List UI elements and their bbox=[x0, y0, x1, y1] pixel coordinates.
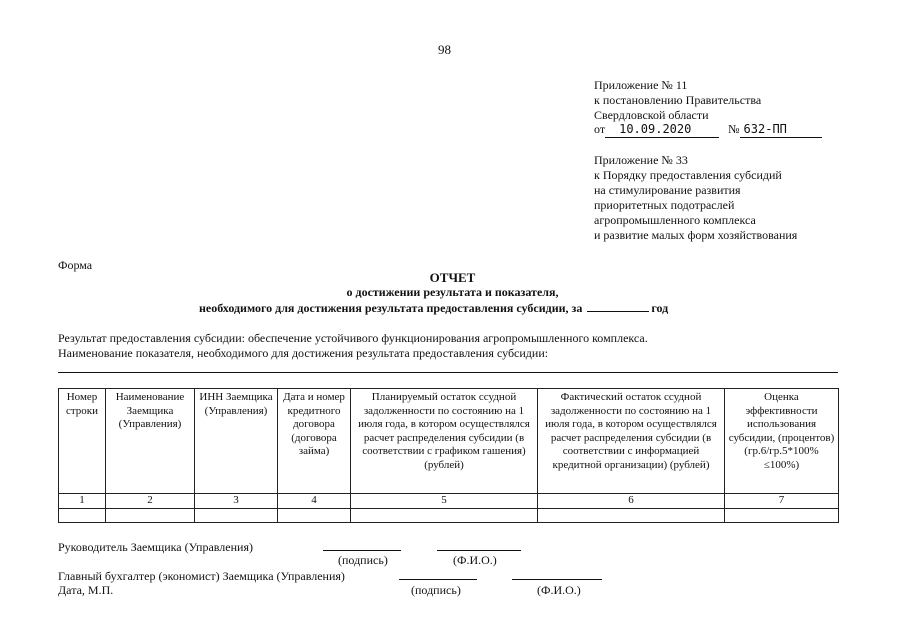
report-subtitle-2 bbox=[199, 300, 668, 316]
number-prefix: № bbox=[728, 122, 740, 136]
header-cell: Номер строки bbox=[59, 389, 106, 494]
column-number: 6 bbox=[538, 494, 725, 509]
header-cell: Планируемый остаток ссудной задолженности по состоянию на 1 июля года, в котором осуществлялся расчет распределения субсидии (в соответствии с графиком гашения) (рублей) bbox=[351, 389, 538, 494]
appendix-11-line3: Свердловской области bbox=[594, 108, 709, 122]
appendix-33-line: и развитие малых форм хозяйствования bbox=[594, 228, 798, 242]
head-signature-label: Руководитель Заемщика (Управления) bbox=[58, 540, 253, 554]
column-number: 2 bbox=[106, 494, 195, 509]
table-cell bbox=[59, 509, 106, 523]
appendix-33-line: на стимулирование развития bbox=[594, 183, 741, 197]
year-blank bbox=[587, 300, 649, 312]
column-number: 7 bbox=[725, 494, 839, 509]
header-cell: Оценка эффективности использования субсидии, (процентов) (гр.6/гр.5*100% ≤100%) bbox=[725, 389, 839, 494]
appendix-33-line: приоритетных подотраслей bbox=[594, 198, 735, 212]
head-signature-line bbox=[323, 550, 401, 551]
accountant-signature-line bbox=[399, 579, 477, 580]
form-label: Форма bbox=[58, 258, 93, 272]
accountant-name-caption: (Ф.И.О.) bbox=[537, 583, 581, 597]
table-cell bbox=[538, 509, 725, 523]
table-cell bbox=[106, 509, 195, 523]
report-table bbox=[58, 388, 839, 523]
appendix-33-line: к Порядку предоставления субсидий bbox=[594, 168, 782, 182]
report-title: ОТЧЕТ bbox=[429, 270, 476, 285]
table-header-row bbox=[59, 389, 839, 494]
subtitle-year: год bbox=[651, 301, 669, 315]
header-cell: Наименование Заемщика (Управления) bbox=[106, 389, 195, 494]
table-cell bbox=[351, 509, 538, 523]
column-number: 4 bbox=[278, 494, 351, 509]
appendix-33-line: Приложение № 33 bbox=[594, 153, 688, 167]
decree-number: 632-ПП bbox=[740, 122, 822, 138]
column-number: 5 bbox=[351, 494, 538, 509]
table-cell bbox=[278, 509, 351, 523]
chief-accountant-label: Главный бухгалтер (экономист) Заемщика (Управления) bbox=[58, 569, 345, 583]
appendix-33-line: агропромышленного комплекса bbox=[594, 213, 756, 227]
head-signature-caption: (подпись) bbox=[338, 553, 388, 567]
appendix-11-line2: к постановлению Правительства bbox=[594, 93, 762, 107]
appendix-11-title: Приложение № 11 bbox=[594, 78, 688, 92]
head-name-line bbox=[437, 550, 521, 551]
indicator-blank-line bbox=[58, 372, 838, 373]
table-cell bbox=[725, 509, 839, 523]
head-name-caption: (Ф.И.О.) bbox=[453, 553, 497, 567]
subtitle-text: необходимого для достижения результата предоставления субсидии, за bbox=[199, 301, 583, 315]
accountant-name-line bbox=[512, 579, 602, 580]
date-value: 10.09.2020 bbox=[605, 122, 719, 138]
appendix-11-date-row bbox=[594, 122, 822, 138]
column-number: 3 bbox=[195, 494, 278, 509]
date-stamp-label: Дата, М.П. bbox=[58, 583, 114, 597]
table-row bbox=[59, 509, 839, 523]
appendix-33-block bbox=[594, 153, 797, 243]
header-cell: Дата и номер кредитного договора (договора займа) bbox=[278, 389, 351, 494]
column-number: 1 bbox=[59, 494, 106, 509]
table-number-row bbox=[59, 494, 839, 509]
indicator-line: Наименование показателя, необходимого для достижения результата предоставления субсидии: bbox=[58, 346, 549, 360]
date-prefix: от bbox=[594, 122, 606, 136]
header-cell: ИНН Заемщика (Управления) bbox=[195, 389, 278, 494]
accountant-signature-caption: (подпись) bbox=[411, 583, 461, 597]
table-cell bbox=[195, 509, 278, 523]
result-line: Результат предоставления субсидии: обеспечение устойчивого функционирования агропромышленного комплекса. bbox=[58, 331, 648, 345]
page-number: 98 bbox=[438, 42, 451, 57]
header-cell: Фактический остаток ссудной задолженности по состоянию на 1 июля года, в котором осуществлялся расчет распределения субсидии (в соответствии с информацией кредитной организации) (рублей) bbox=[538, 389, 725, 494]
report-subtitle-1: о достижении результата и показателя, bbox=[346, 285, 559, 299]
